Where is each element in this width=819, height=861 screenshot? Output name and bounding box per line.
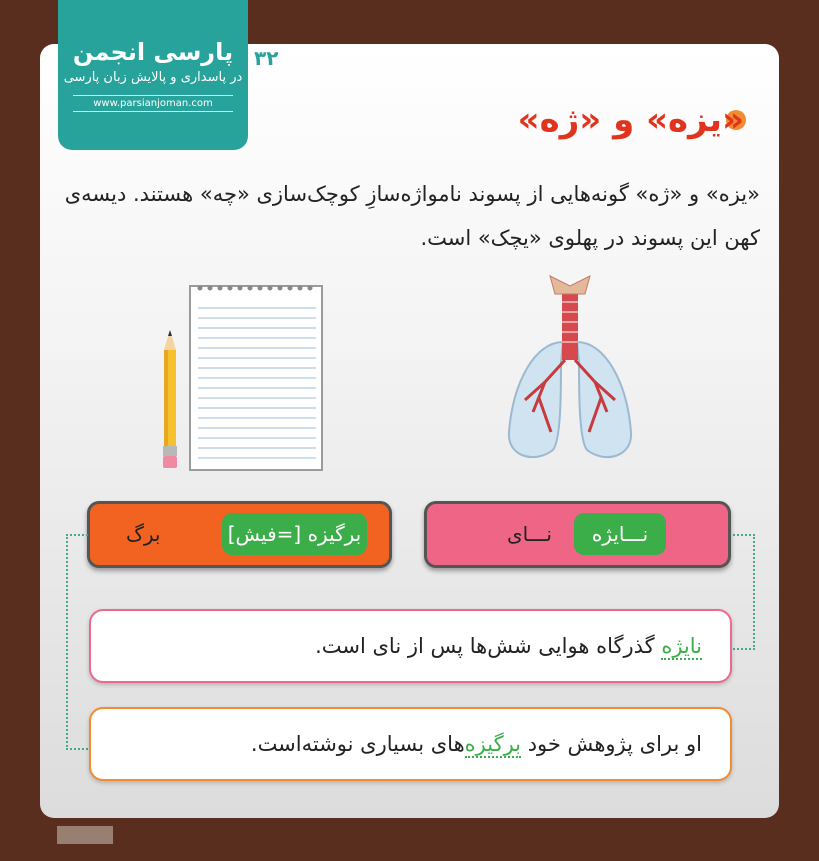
lungs-illustration [495, 272, 645, 472]
logo-url: www.parsianjoman.com [73, 95, 233, 112]
word-box-nayzheh [424, 501, 731, 568]
title-joiner: و [613, 100, 635, 140]
word-box-bargizeh [87, 501, 392, 568]
derived-word-pill: برگیزه [=فیش] [222, 513, 367, 555]
sentence-text: ‌های بسیاری نوشته‌است. [250, 732, 465, 756]
highlight-word: برگیزه [464, 732, 522, 756]
highlight-word: نایژه [661, 634, 702, 658]
base-word: نـــای [507, 522, 552, 546]
title-part-1: «یزه» [646, 100, 744, 140]
logo-tagline: در پاسداری و پالایش زبان پارسی [63, 70, 243, 85]
right-connector [733, 534, 755, 650]
notepad-pencil-illustration [150, 278, 330, 478]
logo-name: پارسی انجمن [72, 38, 234, 66]
example-sentence-1 [89, 609, 732, 683]
brand-logo[interactable] [58, 0, 248, 150]
left-connector [66, 534, 88, 750]
sentence-text: گذرگاه هوایی شش‌ها پس از نای است. [315, 634, 662, 658]
page-number: ۳۲ [254, 46, 279, 70]
page-title [518, 100, 744, 140]
sentence-text: او برای پژوهش خود [521, 732, 702, 756]
title-part-2: «ژه» [517, 100, 602, 140]
derived-word-pill: نـــایژه [574, 513, 666, 555]
footer-watermark [57, 826, 113, 844]
example-sentence-2 [89, 707, 732, 781]
pencil-icon [163, 330, 177, 468]
base-word: برگ [126, 522, 161, 546]
intro-paragraph: «یزه» و «ژه» گونه‌هایی از پسوند نامواژه‌سازِ کوچک‌سازی «چه» هستند. دیسه‌ی کهن این پسوند در پهلوی «یچک» است. [64, 182, 760, 250]
